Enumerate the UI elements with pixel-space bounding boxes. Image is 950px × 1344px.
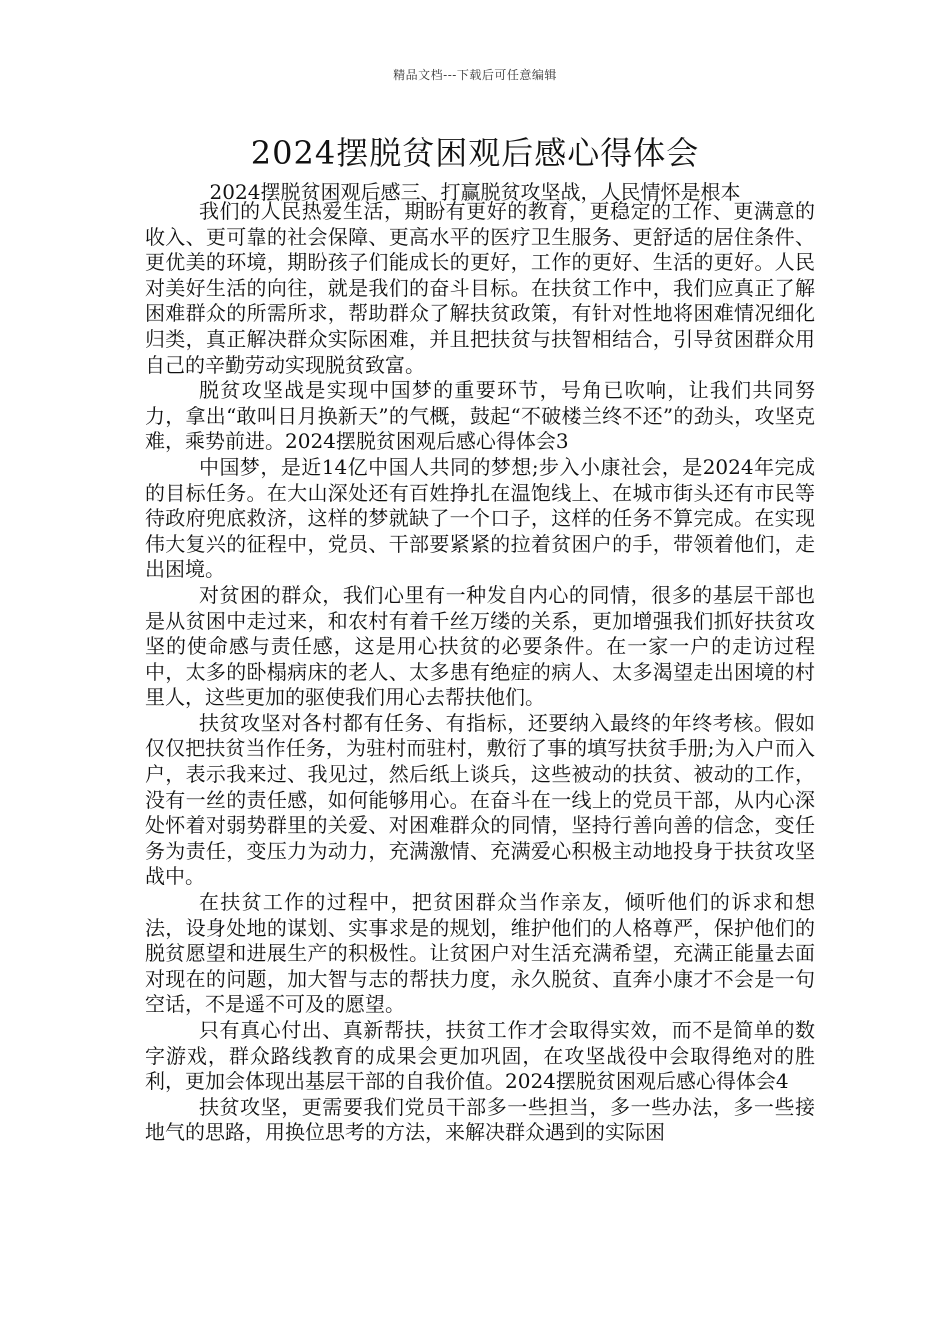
paragraph-5: 扶贫攻坚对各村都有任务、有指标，还要纳入最终的年终考核。假如仅仅把扶贫当作任务，为驻村而驻村，敷衍了事的填写扶贫手册;为入户而入户，表示我来过、我见过，然后纸上谈兵，这些被动的扶贫、被动的工作，没有一丝的责任感，如何能够用心。在奋斗在一线上的党员干部，从内心深处怀着对弱势群里的关爱、对困难群众的同情，坚持行善向善的信念，变任务为责任，变压力为动力，充满激情、充满爱心积极主动地投身于扶贫攻坚战中。 — [145, 710, 815, 889]
paragraph-6: 在扶贫工作的过程中，把贫困群众当作亲友，倾听他们的诉求和想法，设身处地的谋划、实事求是的规划，维护他们的人格尊严，保护他们的脱贫愿望和进展生产的积极性。让贫困户对生活充满希望，充满正能量去面对现在的问题，加大智与志的帮扶力度，永久脱贫、直奔小康才不会是一句空话，不是遥不可及的愿望。 — [145, 890, 815, 1017]
document-body — [145, 199, 815, 1146]
document-subtitle: 2024摆脱贫困观后感三、打赢脱贫攻坚战，人民情怀是根本 — [209, 180, 741, 204]
paragraph-2: 脱贫攻坚战是实现中国梦的重要环节，号角已吹响，让我们共同努力，拿出“敢叫日月换新天”的气概，鼓起“不破楼兰终不还”的劲头，攻坚克难，乘势前进。2024摆脱贫困观后感心得体会3 — [145, 378, 815, 454]
paragraph-4: 对贫困的群众，我们心里有一种发自内心的同情，很多的基层干部也是从贫困中走过来，和农村有着千丝万缕的关系，更加增强我们抓好扶贫攻坚的使命感与责任感，这是用心扶贫的必要条件。在一家一户的走访过程中，太多的卧榻病床的老人、太多患有绝症的病人、太多渴望走出困境的村里人，这些更加的驱使我们用心去帮扶他们。 — [145, 582, 815, 710]
document-title: 2024摆脱贫困观后感心得体会 — [250, 134, 700, 172]
paragraph-8: 扶贫攻坚，更需要我们党员干部多一些担当，多一些办法，多一些接地气的思路，用换位思考的方法，来解决群众遇到的实际困 — [145, 1094, 815, 1145]
paragraph-3: 中国梦，是近14亿中国人共同的梦想;步入小康社会，是2024年完成的目标任务。在大山深处还有百姓挣扎在温饱线上、在城市街头还有市民等待政府兜底救济，这样的梦就缺了一个口子，这样的任务不算完成。在实现伟大复兴的征程中，党员、干部要紧紧的拉着贫困户的手，带领着他们，走出困境。 — [145, 454, 815, 582]
paragraph-1: 我们的人民热爱生活，期盼有更好的教育，更稳定的工作、更满意的收入、更可靠的社会保障、更高水平的医疗卫生服务、更舒适的居住条件、更优美的环境，期盼孩子们能成长的更好，工作的更好、生活的更好。人民对美好生活的向往，就是我们的奋斗目标。在扶贫工作中，我们应真正了解困难群众的所需所求，帮助群众了解扶贫政策，有针对性地将困难情况细化归类，真正解决群众实际困难，并且把扶贫与扶智相结合，引导贫困群众用自己的辛勤劳动实现脱贫致富。 — [145, 199, 815, 377]
header-note: 精品文档---下载后可任意编辑 — [393, 68, 557, 82]
paragraph-7: 只有真心付出、真新帮扶，扶贫工作才会取得实效，而不是简单的数字游戏，群众路线教育的成果会更加巩固，在攻坚战役中会取得绝对的胜利，更加会体现出基层干部的自我价值。2024摆脱贫困观后感心得体会4 — [145, 1018, 815, 1094]
